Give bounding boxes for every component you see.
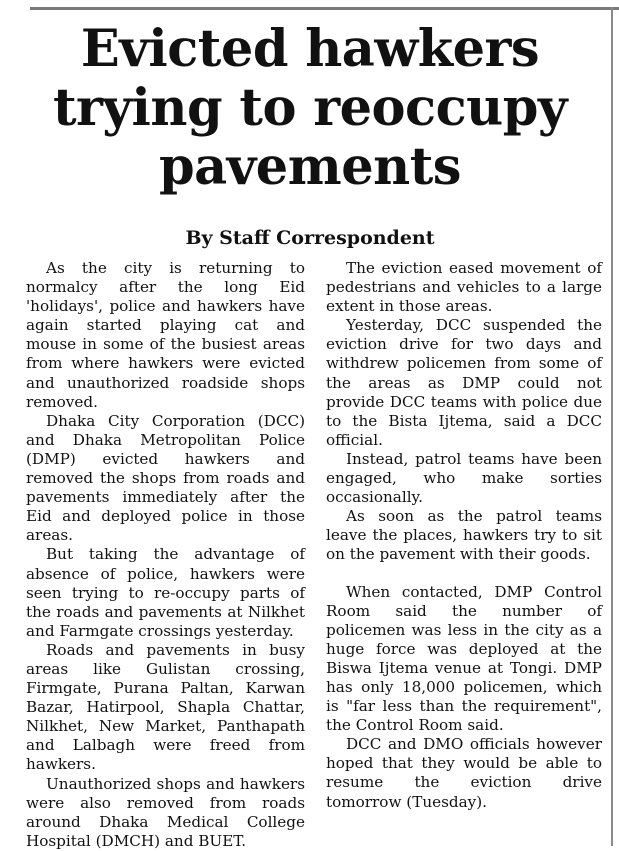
paragraph: Yesterday, DCC suspended the eviction drive for two days and withdrew policemen from some of the areas as DMP could not provide DCC teams with police due to the Bista Ijtema, said a DCC official.: [326, 316, 602, 449]
top-border-rule: [30, 7, 619, 10]
left-column: [26, 259, 305, 851]
headline-line-1: Evicted hawkers: [80, 19, 540, 79]
paragraph: When contacted, DMP Control Room said the number of policemen was less in the city as a huge force was deployed at the Biswa Ijtema venue at Tongi. DMP has only 18,000 policemen, which is "far less than the requirement", the Control Room said.: [326, 582, 602, 735]
paragraph: DCC and DMO officials however hoped that they would be able to resume the eviction drive tomorrow (Tuesday).: [326, 735, 602, 811]
headline-line-2: trying to reoccupy: [52, 78, 568, 138]
paragraph: Instead, patrol teams have been engaged, who make sorties occasionally.: [326, 449, 602, 507]
byline: By Staff Correspondent: [185, 227, 435, 249]
paragraph: Dhaka City Corporation (DCC) and Dhaka Metropolitan Police (DMP) evicted hawkers and removed the shops from roads and pavements immediately after the Eid and deployed police in those areas.: [26, 411, 305, 545]
right-border-rule: [611, 7, 613, 846]
paragraph: Roads and pavements in busy areas like Gulistan crossing, Firmgate, Purana Paltan, Karwan Bazar, Hatirpool, Shapla Chattar, Nilkhet, New Market, Panthapath and Lalbagh were freed from hawkers.: [26, 640, 305, 774]
paragraph: Unauthorized shops and hawkers were also removed from roads around Dhaka Medical College Hospital (DMCH) and BUET.: [26, 774, 305, 850]
headline-line-3: pavements: [158, 137, 462, 197]
paragraph: As soon as the patrol teams leave the places, hawkers try to sit on the pavement with their goods.: [326, 507, 602, 564]
right-column: [326, 259, 602, 812]
paragraph: But taking the advantage of absence of police, hawkers were seen trying to re-occupy parts of the roads and pavements at Nilkhet and Farmgate crossings yesterday.: [26, 545, 305, 640]
paragraph: The eviction eased movement of pedestrians and vehicles to a large extent in those areas.: [326, 259, 602, 316]
headline: [10, 20, 610, 197]
paragraph: As the city is returning to normalcy after the long Eid 'holidays', police and hawkers have again started playing cat and mouse in some of the busiest areas from where hawkers were evicted and unauthorized roadside shops removed.: [26, 259, 305, 411]
